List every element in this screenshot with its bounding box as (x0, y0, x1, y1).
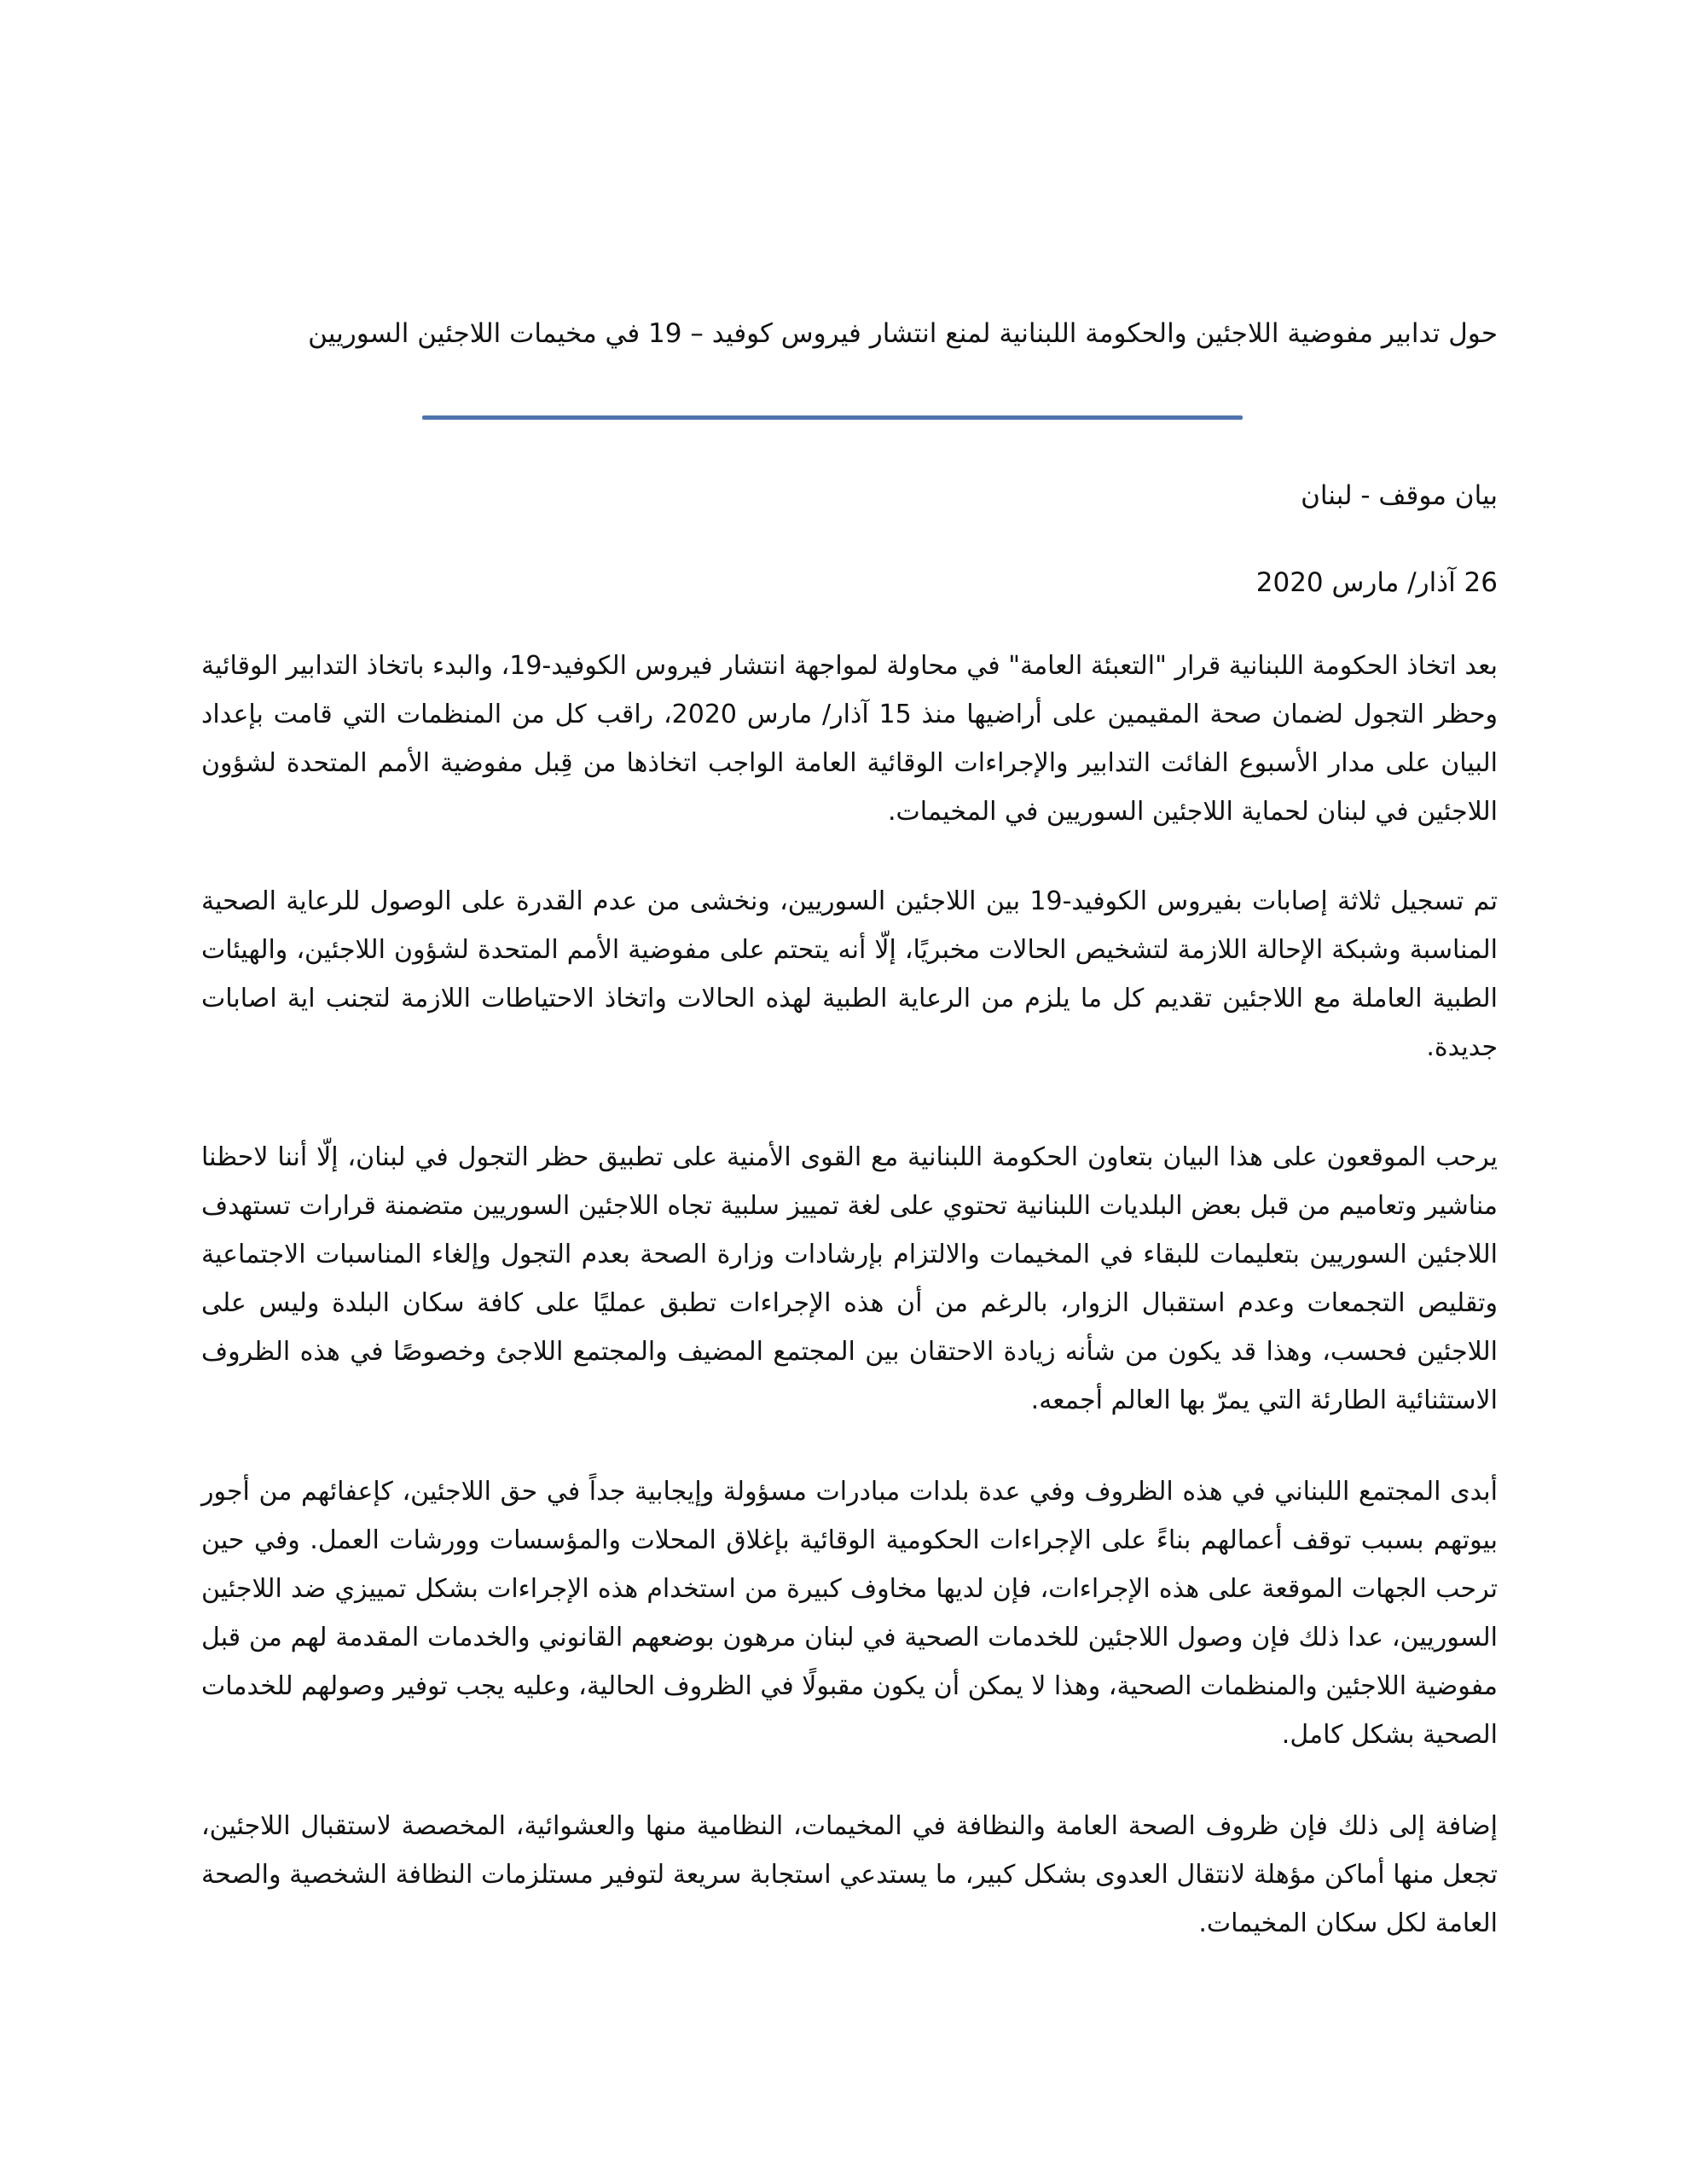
paragraph-1: بعد اتخاذ الحكومة اللبنانية قرار "التعبئة العامة" في محاولة لمواجهة انتشار فيروس الكوفيد-19، والبدء باتخاذ التدابير الوقائية وحظر التجول لضمان صحة المقيمين على أراضيها منذ 15 آذار/ مارس 2020، راقب كل من المنظمات التي قامت بإعداد البيان على مدار الأسبوع الفائت التدابير والإجراءات الوقائية العامة الواجب اتخاذها من قِبل مفوضية الأمم المتحدة لشؤون اللاجئين في لبنان لحماية اللاجئين السوريين في المخيمات. (201, 651, 1499, 827)
statement-type: بيان موقف - لبنان (1301, 480, 1498, 511)
document-title: حول تدابير مفوضية اللاجئين والحكومة اللبنانية لمنع انتشار فيروس كوفيد – 19 في مخيمات اللاجئين السوريين (308, 318, 1498, 349)
paragraph-3: يرحب الموقعون على هذا البيان بتعاون الحكومة اللبنانية مع القوى الأمنية على تطبيق حظر التجول في لبنان، إلّا أننا لاحظنا مناشير وتعاميم من قبل بعض البلديات اللبنانية تحتوي على لغة تمييز سلبية تجاه اللاجئين السوريين متضمنة قرارات تستهدف اللاجئين السوريين بتعليمات للبقاء في المخيمات والالتزام بإرشادات وزارة الصحة بعدم التجول وإلغاء المناسبات الاجتماعية وتقليص التجمعات وعدم استقبال الزوار، بالرغم من أن هذه الإجراءات تطبق عمليًا على كافة سكان البلدة وليس على اللاجئين فحسب، وهذا قد يكون من شأنه زيادة الاحتقان بين المجتمع المضيف والمجتمع اللاجئ وخصوصًا في هذه الظروف الاستثنائية الطارئة التي يمرّ بها العالم أجمعه. (201, 1142, 1498, 1415)
title-divider (422, 415, 1243, 420)
paragraph-4: أبدى المجتمع اللبناني في هذه الظروف وفي عدة بلدات مبادرات مسؤولة وإيجابية جداً في حق اللاجئين، كإعفائهم من أجور بيوتهم بسبب توقف أعمالهم بناءً على الإجراءات الحكومية الوقائية بإغلاق المحلات والمؤسسات وورشات العمل. وفي حين ترحب الجهات الموقعة على هذه الإجراءات، فإن لديها مخاوف كبيرة من استخدام هذه الإجراءات بشكل تمييزي ضد اللاجئين السوريين، عدا ذلك فإن وصول اللاجئين للخدمات الصحية في لبنان مرهون بوضعهم القانوني والخدمات المقدمة لهم من قبل مفوضية اللاجئين والمنظمات الصحية، وهذا لا يمكن أن يكون مقبولًا في الظروف الحالية، وعليه يجب توفير وصولهم للخدمات الصحية بشكل كامل. (201, 1477, 1498, 1750)
paragraph-2: تم تسجيل ثلاثة إصابات بفيروس الكوفيد-19 بين اللاجئين السوريين، ونخشى من عدم القدرة على الوصول للرعاية الصحية المناسبة وشبكة الإحالة اللازمة لتشخيص الحالات مخبريًا، إلّا أنه يتحتم على مفوضية الأمم المتحدة لشؤون اللاجئين، والهيئات الطبية العاملة مع اللاجئين تقديم كل ما يلزم من الرعاية الطبية لهذه الحالات واتخاذ الاحتياطات اللازمة لتجنب اية اصابات جديدة. (201, 886, 1498, 1062)
paragraph-5: إضافة إلى ذلك فإن ظروف الصحة العامة والنظافة في المخيمات، النظامية منها والعشوائية، المخصصة لاستقبال اللاجئين، تجعل منها أماكن مؤهلة لانتقال العدوى بشكل كبير، ما يستدعي استجابة سريعة لتوفير مستلزمات النظافة الشخصية والصحة العامة لكل سكان المخيمات. (201, 1811, 1498, 1938)
statement-date: 26 آذار/ مارس 2020 (1255, 567, 1498, 598)
